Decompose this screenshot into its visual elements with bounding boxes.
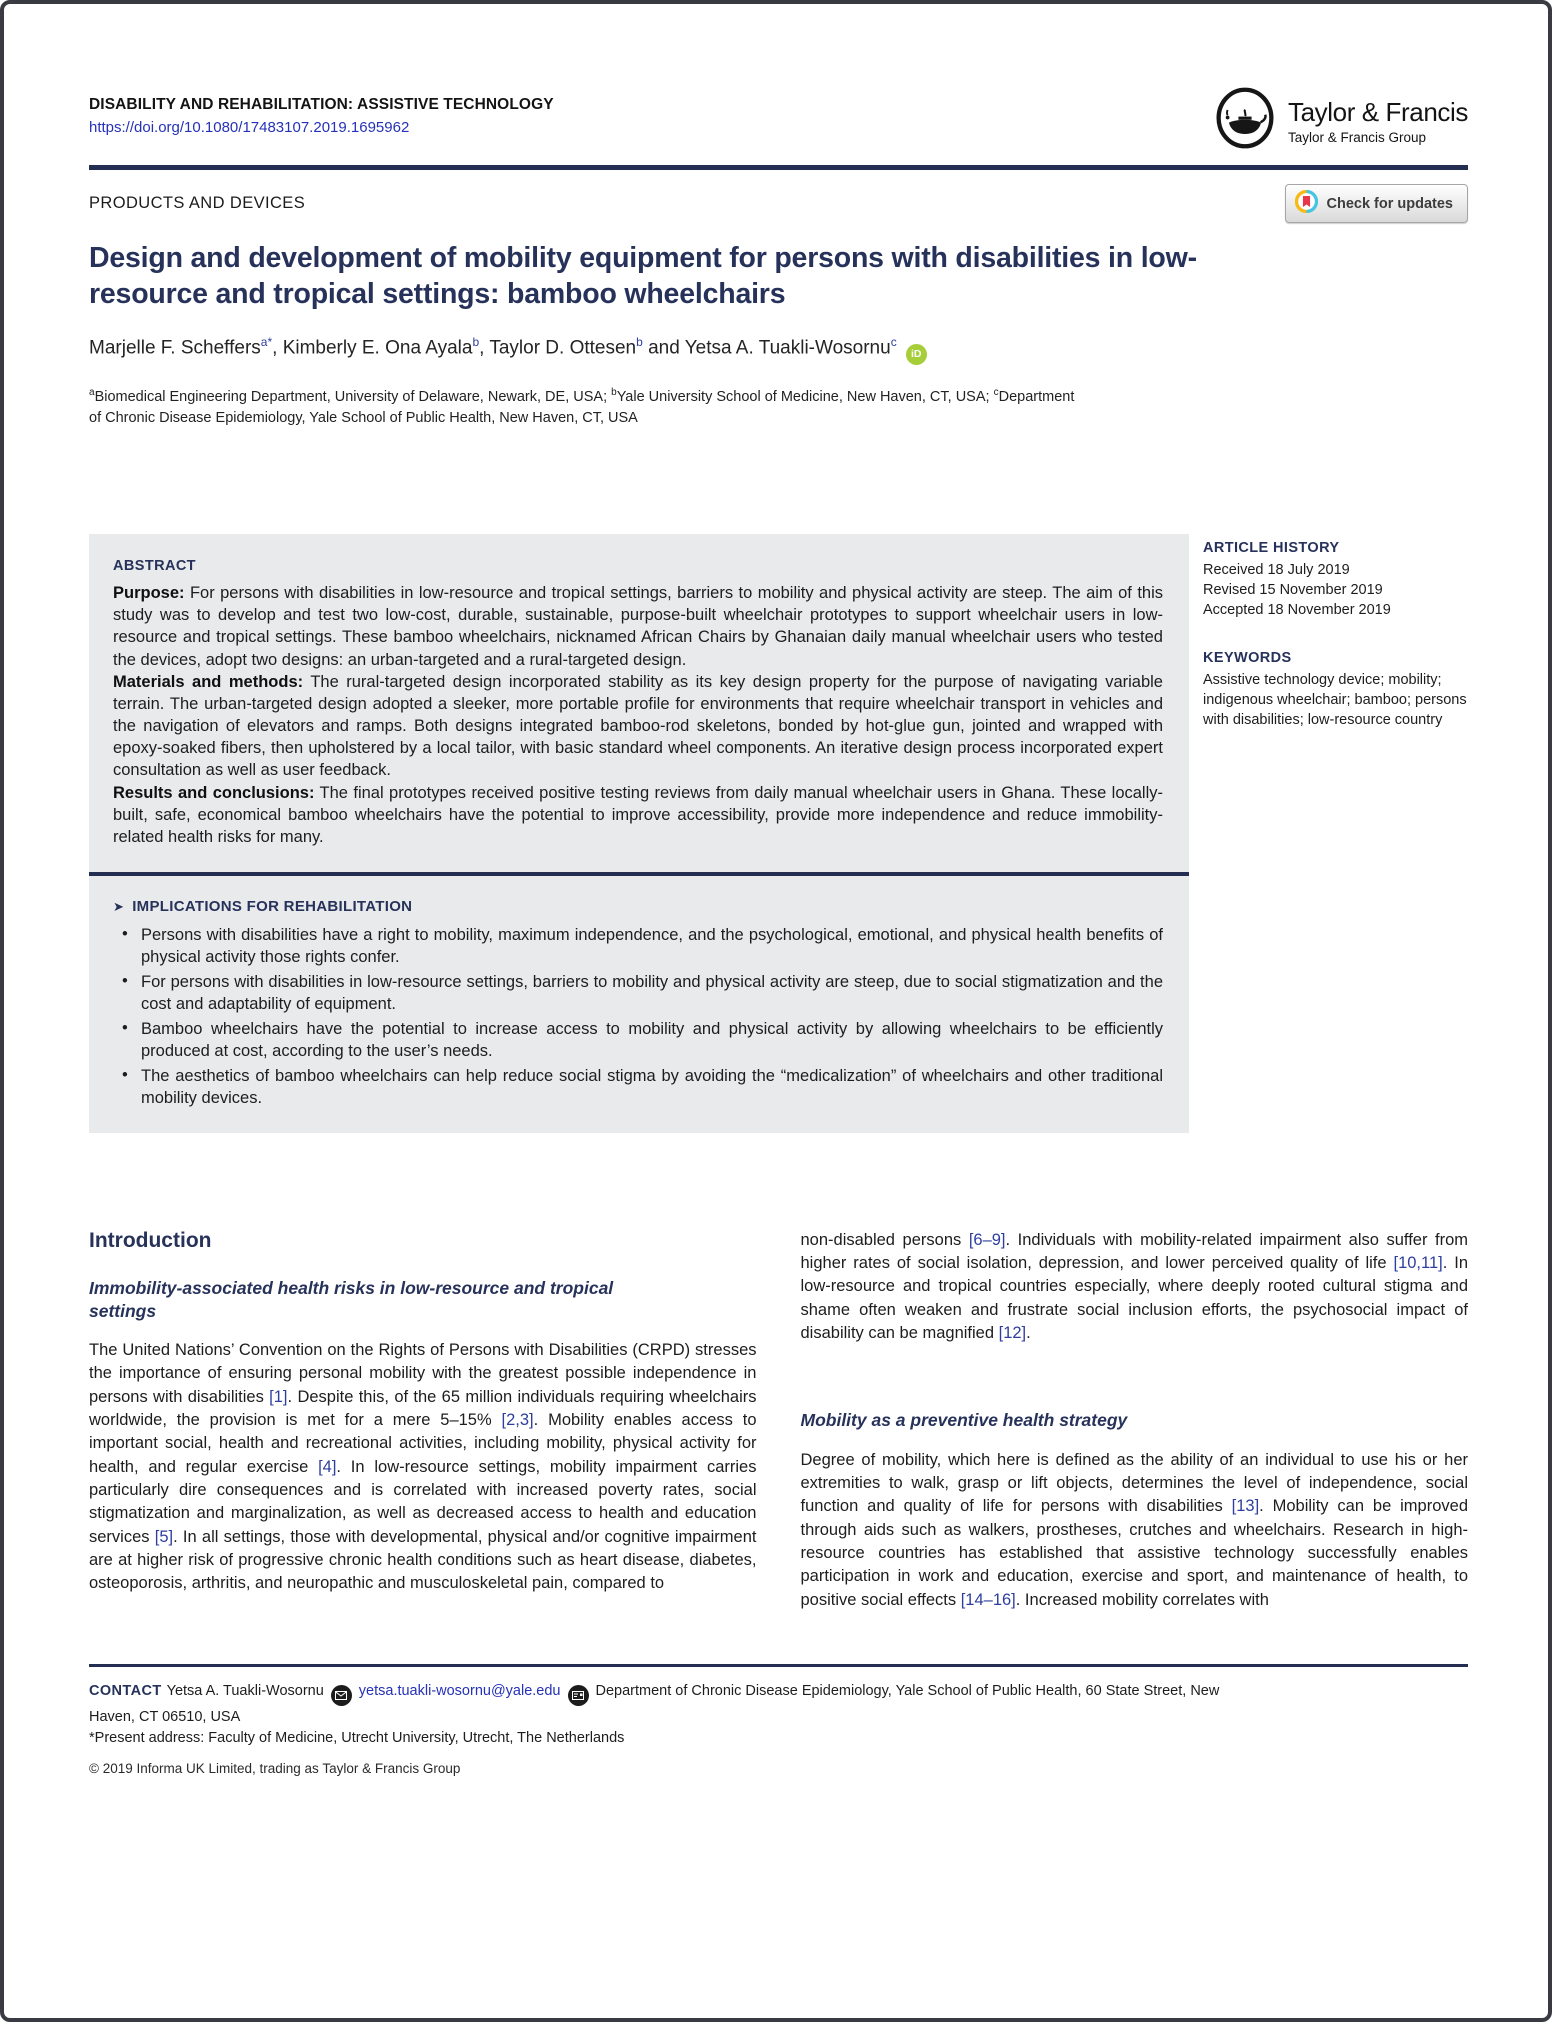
- citation-link[interactable]: [13]: [1231, 1497, 1260, 1516]
- text-segment: . Mobility enables access to important social, health and recreational activities, including mobility, physical activity for health, and regular exercise: [89, 1410, 757, 1476]
- author-name: Marjelle F. Scheffers: [89, 337, 261, 359]
- abstract-text: The rural-targeted design incorporated stability as its key design property for the purpose of navigating variable terrain. The urban-targeted design adopted a sleeker, more portable profile for environments that require wheelchair transport in vehicles and the navigation of elevators and ramps. Both designs integrated bamboo-rod skeletons, bonded by hot-glue gun, jointed and wrapped with epoxy-soaked fibers, then upholstered by a local tailor, with basic standard wheel components. An iterative design process incorporated expert consultation as well as user feedback.: [113, 672, 1163, 780]
- history-item: Accepted 18 November 2019: [1203, 601, 1391, 618]
- list-item: • For persons with disabilities in low-resource settings, barriers to mobility and physical activity are steep, due to social stigmatization and the cost and adaptability of equipment.: [141, 972, 1163, 1016]
- text-segment: . Mobility can be improved through aids such as walkers, prostheses, crutches and wheelchairs. Research in high-resource countries has established that assistive technology successfully enables participation in work and education, exercise and sport, and maintenance of health, to positive social effects: [800, 1497, 1468, 1609]
- citation-link[interactable]: [4]: [318, 1457, 337, 1476]
- email-link[interactable]: yetsa.tuakli-wosornu@yale.edu: [358, 1682, 561, 1699]
- contact-name: Yetsa A. Tuakli-Wosornu: [166, 1682, 324, 1699]
- citation-link[interactable]: [1]: [269, 1387, 288, 1406]
- list-item: • The aesthetics of bamboo wheelchairs can help reduce social stigma by avoiding the “medicalization” of wheelchairs and other traditional mobility devices.: [141, 1066, 1163, 1110]
- email-icon: [331, 1685, 352, 1706]
- abstract-paragraph: [113, 782, 1163, 849]
- logo-text: [1288, 97, 1468, 145]
- check-for-updates-label: Check for updates: [1326, 195, 1453, 212]
- author-superscript: b: [636, 334, 643, 349]
- copyright-line: © 2019 Informa UK Limited, trading as Taylor & Francis Group: [89, 1761, 461, 1777]
- orcid-icon[interactable]: iD: [906, 344, 927, 365]
- abstract-paragraph: [113, 671, 1163, 782]
- implications-section: [89, 876, 1189, 1133]
- body-columns: [89, 1229, 1468, 1612]
- article-history: [1203, 540, 1468, 620]
- affiliation-text: Biomedical Engineering Department, University of Delaware, Newark, DE, USA;: [94, 388, 612, 405]
- abstract-label: Purpose:: [113, 583, 185, 602]
- citation-link[interactable]: [10,11]: [1393, 1254, 1443, 1273]
- abstract-text: For persons with disabilities in low-resource and tropical settings, barriers to mobility and physical activity are steep. The aim of this study was to develop and test two low-cost, durable, sustainable, purpose-built wheelchair prototypes to support wheelchair users in low-resource and tropical settings. These bamboo wheelchairs, nicknamed African Chairs by Ghanaian daily manual wheelchair users who tested the devices, adopt two designs: an urban-targeted and a rural-targeted design.: [113, 583, 1163, 669]
- author-name: Yetsa A. Tuakli-Wosornu: [684, 337, 891, 359]
- text-segment: . In low-resource settings, mobility impairment carries particularly dire consequences and is correlated with increased poverty rates, social stigmatization and marginalization, as well as decreased access to health and education services: [89, 1457, 757, 1546]
- text-segment: . In low-resource and tropical countries especially, where deeply rooted cultural stigma and shame often weaken and frustrate social inclusion efforts, the psychosocial impact of disability can be magnified: [800, 1254, 1468, 1343]
- contact-label: CONTACT: [89, 1682, 162, 1699]
- address-icon: [568, 1685, 589, 1706]
- affiliation-superscript: b: [611, 386, 617, 398]
- author-superscript: a*: [260, 334, 273, 349]
- text-segment: . In all settings, those with developmental, physical and/or cognitive impairment are at higher risk of progressive chronic health conditions such as heart disease, diabetes, osteoporosis, arthritis, and neuropathic and musculoskeletal pain, compared to: [89, 1527, 757, 1593]
- article-sidebar: [1203, 534, 1468, 1133]
- journal-info: [89, 96, 554, 137]
- contact-address: Department of Chronic Disease Epidemiology, Yale School of Public Health, 60 State Street, New Haven, CT 06510, USA: [89, 1682, 1220, 1725]
- abstract-label: Results and conclusions:: [113, 783, 315, 802]
- text-segment: The United Nations’ Convention on the Rights of Persons with Disabilities (CRPD) stresses the importance of ensuring personal mobility with the greatest possible independence in persons with disabilities: [89, 1340, 757, 1406]
- footer-rule: [89, 1664, 1468, 1667]
- abstract-boxes: [89, 534, 1189, 1133]
- author-separator: and: [642, 337, 685, 359]
- subsection-heading: Mobility as a preventive health strategy: [800, 1410, 1128, 1431]
- keywords-text: Assistive technology device; mobility; indigenous wheelchair; bamboo; persons with disabilities; low-resource country: [1203, 671, 1467, 728]
- keywords-heading: KEYWORDS: [1203, 649, 1292, 666]
- author-superscript: c: [890, 334, 897, 349]
- author-name: Taylor D. Ottesen: [489, 337, 637, 359]
- text-segment: . Increased mobility correlates with: [1015, 1590, 1269, 1609]
- affiliation-superscript: a: [89, 386, 95, 398]
- list-item: • Persons with disabilities have a right to mobility, maximum independence, and the psychological, emotional, and physical health benefits of physical activity those rights confer.: [141, 925, 1163, 969]
- check-for-updates-button[interactable]: [1285, 184, 1469, 223]
- citation-link[interactable]: [5]: [154, 1527, 174, 1546]
- logo-title: Taylor & Francis: [1288, 96, 1468, 127]
- section-row: [89, 184, 1468, 223]
- implications-heading: [113, 898, 1163, 915]
- header-rule: [89, 165, 1468, 170]
- abstract-label: Materials and methods:: [113, 672, 304, 691]
- doi-link[interactable]: https://doi.org/10.1080/17483107.2019.1695962: [89, 119, 410, 136]
- body-paragraph: [801, 1449, 1469, 1612]
- affiliation-text: Department of Chronic Disease Epidemiology, Yale School of Public Health, New Haven, CT, USA: [89, 388, 1075, 427]
- text-segment: Degree of mobility, which here is defined as the ability of an individual to use his or her extremities to walk, grasp or lift objects, determines the level of independence, social function and quality of life for persons with disabilities: [800, 1450, 1468, 1516]
- taylor-francis-logo: [1213, 86, 1468, 155]
- section-label: PRODUCTS AND DEVICES: [89, 194, 306, 212]
- text-segment: .: [1026, 1324, 1031, 1343]
- author-separator: ,: [479, 337, 490, 359]
- present-address: *Present address: Faculty of Medicine, Utrecht University, Utrecht, The Netherlands: [89, 1730, 625, 1747]
- introduction-heading: Introduction: [89, 1228, 212, 1252]
- citation-link[interactable]: [12]: [998, 1324, 1027, 1343]
- author-separator: ,: [272, 337, 283, 359]
- text-segment: . Individuals with mobility-related impairment also suffer from higher rates of social isolation, depression, and lower perceived quality of life: [800, 1230, 1469, 1273]
- authors-line: [89, 335, 1468, 365]
- abstract-paragraph: [113, 582, 1163, 671]
- history-item: Revised 15 November 2019: [1203, 581, 1383, 598]
- journal-name: DISABILITY AND REHABILITATION: ASSISTIVE TECHNOLOGY: [89, 96, 554, 113]
- citation-link[interactable]: [2,3]: [501, 1410, 534, 1429]
- article-title: Design and development of mobility equipment for persons with disabilities in low-resource and tropical settings: bamboo wheelchairs: [89, 242, 1197, 310]
- citation-link[interactable]: [6–9]: [968, 1230, 1006, 1249]
- arrow-icon: ➤: [113, 899, 125, 915]
- implications-list: [113, 925, 1163, 1110]
- contact-line: [89, 1680, 1239, 1728]
- text-segment: non-disabled persons: [800, 1230, 969, 1249]
- implications-heading-text: IMPLICATIONS FOR REHABILITATION: [132, 898, 413, 916]
- crossmark-icon: [1295, 190, 1318, 217]
- history-item: Received 18 July 2019: [1203, 561, 1350, 578]
- logo-subtitle: Taylor & Francis Group: [1288, 129, 1427, 145]
- article-history-heading: ARTICLE HISTORY: [1203, 539, 1340, 556]
- author-superscript: b: [472, 334, 480, 349]
- subsection-heading: Immobility-associated health risks in low-resource and tropical settings: [89, 1277, 614, 1321]
- body-paragraph: [801, 1229, 1469, 1346]
- abstract-heading: ABSTRACT: [113, 557, 196, 574]
- body-paragraph: [89, 1339, 757, 1596]
- keywords-block: [1203, 650, 1468, 730]
- masthead: [89, 96, 1468, 155]
- abstract-text: The final prototypes received positive testing reviews from daily manual wheelchair users in Ghana. These locally-built, safe, economical bamboo wheelchairs have the potential to improve accessibility, provide more independence and reduce immobility-related health risks for many.: [113, 783, 1164, 847]
- list-item: • Bamboo wheelchairs have the potential to increase access to mobility and physical activity by allowing wheelchairs to be efficiently produced at cost, according to the user’s needs.: [141, 1019, 1163, 1063]
- affiliations: [89, 385, 1089, 430]
- page-footer: [89, 1664, 1468, 1776]
- abstract-section: [89, 534, 1189, 872]
- affiliation-superscript: c: [993, 386, 999, 398]
- taylor-francis-lamp-icon: [1213, 86, 1277, 155]
- abstract-region: [89, 534, 1468, 1133]
- citation-link[interactable]: [14–16]: [960, 1590, 1016, 1609]
- author-name: Kimberly E. Ona Ayala: [282, 337, 473, 359]
- left-column: [89, 1229, 757, 1612]
- right-column: [801, 1229, 1469, 1612]
- affiliation-text: Yale University School of Medicine, New Haven, CT, USA;: [616, 388, 994, 405]
- text-segment: . Despite this, of the 65 million individuals requiring wheelchairs worldwide, the provision is met for a mere 5–15%: [89, 1387, 757, 1429]
